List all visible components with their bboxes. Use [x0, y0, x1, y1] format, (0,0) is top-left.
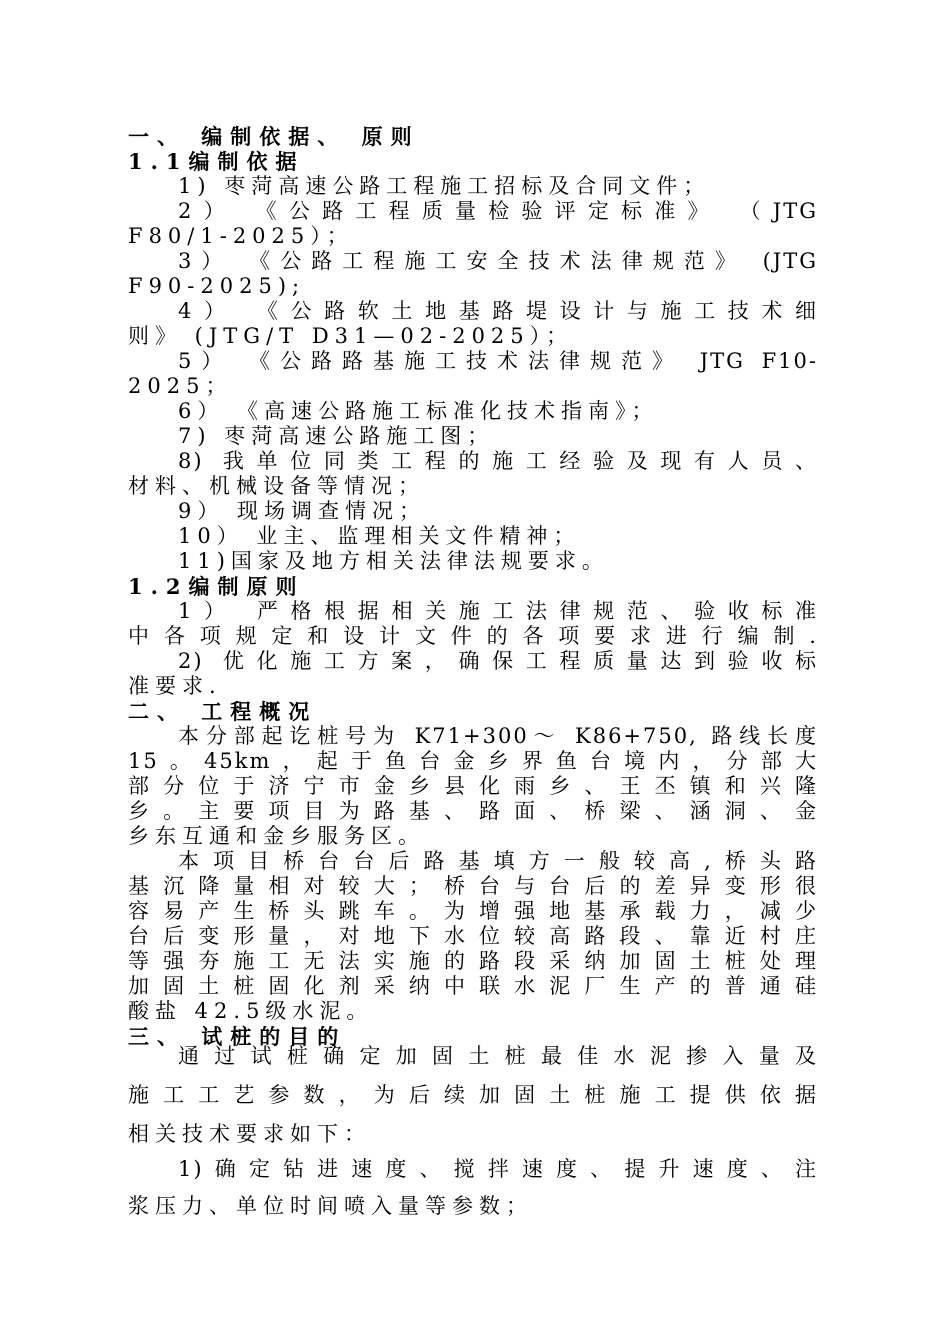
overview-para-2-line-6: 加固土桩固化剂采纳中联水泥厂生产的普通硅	[128, 974, 818, 998]
section-heading-3: 三、 试桩的目的	[128, 1024, 347, 1049]
principle-item-2: 2) 优化施工方案，确保工程质量达到验收标	[178, 649, 818, 673]
basis-item-3-cont: F90-2025);	[128, 274, 306, 298]
section-heading-1: 一、 编制依据、 原则	[128, 124, 420, 149]
overview-para-1-line-4: 乡。主要项目为路基、路面、桥梁、涵洞、金	[128, 799, 818, 823]
basis-item-2: 2） 《公路工程质量检验评定标准》 （JTG	[178, 199, 818, 223]
basis-item-5-cont: 2025；	[128, 374, 233, 398]
basis-item-2-cont: F80/1-2025）；	[128, 224, 354, 248]
overview-para-2-line-1: 本项目桥台台后路基填方一般较高,桥头路	[178, 849, 818, 873]
purpose-para-line-3: 相关技术要求如下：	[128, 1122, 371, 1146]
overview-para-1-line-1: 本分部起讫桩号为 K71+300～ K86+750, 路线长度	[178, 724, 818, 748]
basis-item-7: 7) 枣菏高速公路施工图；	[178, 424, 495, 448]
basis-item-11: 11)国家及地方相关法律法规要求。	[178, 549, 609, 573]
basis-item-6: 6） 《高速公路施工标准化技术指南》；	[178, 399, 659, 423]
purpose-item-1-cont: 浆压力、单位时间喷入量等参数；	[128, 1194, 533, 1218]
basis-item-8: 8) 我单位同类工程的施工经验及现有人员、	[178, 449, 818, 473]
basis-item-9: 9） 现场调查情况；	[178, 499, 427, 523]
principle-item-1: 1） 严格根据相关施工法律规范、验收标准	[178, 599, 818, 623]
section-heading-2: 二、 工程概况	[128, 699, 318, 724]
basis-item-1: 1) 枣菏高速公路工程施工招标及合同文件；	[178, 174, 711, 198]
purpose-item-1: 1)确定钻进速度、搅拌速度、提升速度、注	[178, 1157, 818, 1181]
overview-para-2-line-3: 容易产生桥头跳车。为增强地基承载力，减少	[128, 899, 818, 923]
overview-para-1-line-5: 乡东互通和金乡服务区。	[128, 824, 425, 848]
overview-para-2-line-2: 基沉降量相对较大；桥台与台后的差异变形很	[128, 874, 818, 898]
basis-item-5: 5） 《公路路基施工技术法律规范》 JTG F10-	[178, 349, 818, 373]
principle-item-2-cont: 准要求.	[128, 674, 222, 698]
purpose-para-line-1: 通过试桩确定加固土桩最佳水泥掺入量及	[178, 1044, 818, 1068]
basis-item-8-cont: 材料、机械设备等情况；	[128, 474, 425, 498]
overview-para-2-line-5: 等强夯施工无法实施的路段采纳加固土桩处理	[128, 949, 818, 973]
subsection-heading-1-2: 1.2编制原则	[128, 574, 305, 599]
principle-item-1-cont: 中各项规定和设计文件的各项要求进行编制.	[128, 624, 818, 648]
overview-para-1-line-3: 部分位于济宁市金乡县化雨乡、王丕镇和兴隆	[128, 774, 818, 798]
subsection-heading-1-1: 1.1编制依据	[128, 149, 305, 174]
basis-item-3: 3） 《公路工程施工安全技术法律规范》 (JTG	[178, 249, 818, 273]
basis-item-10: 10） 业主、监理相关文件精神；	[178, 524, 581, 548]
overview-para-1-line-2: 15。45km，起于鱼台金乡界鱼台境内，分部大	[128, 749, 818, 773]
basis-item-4: 4） 《公路软土地基路堤设计与施工技术细	[178, 299, 818, 323]
basis-item-4-cont: 则》 (JTG/T D31—02-2025）；	[128, 324, 574, 348]
overview-para-2-line-4: 台后变形量，对地下水位较高路段、靠近村庄	[128, 924, 818, 948]
overview-para-2-line-7: 酸盐 42.5级水泥。	[128, 999, 374, 1023]
purpose-para-line-2: 施工工艺参数，为后续加固土桩施工提供依据	[128, 1083, 818, 1107]
